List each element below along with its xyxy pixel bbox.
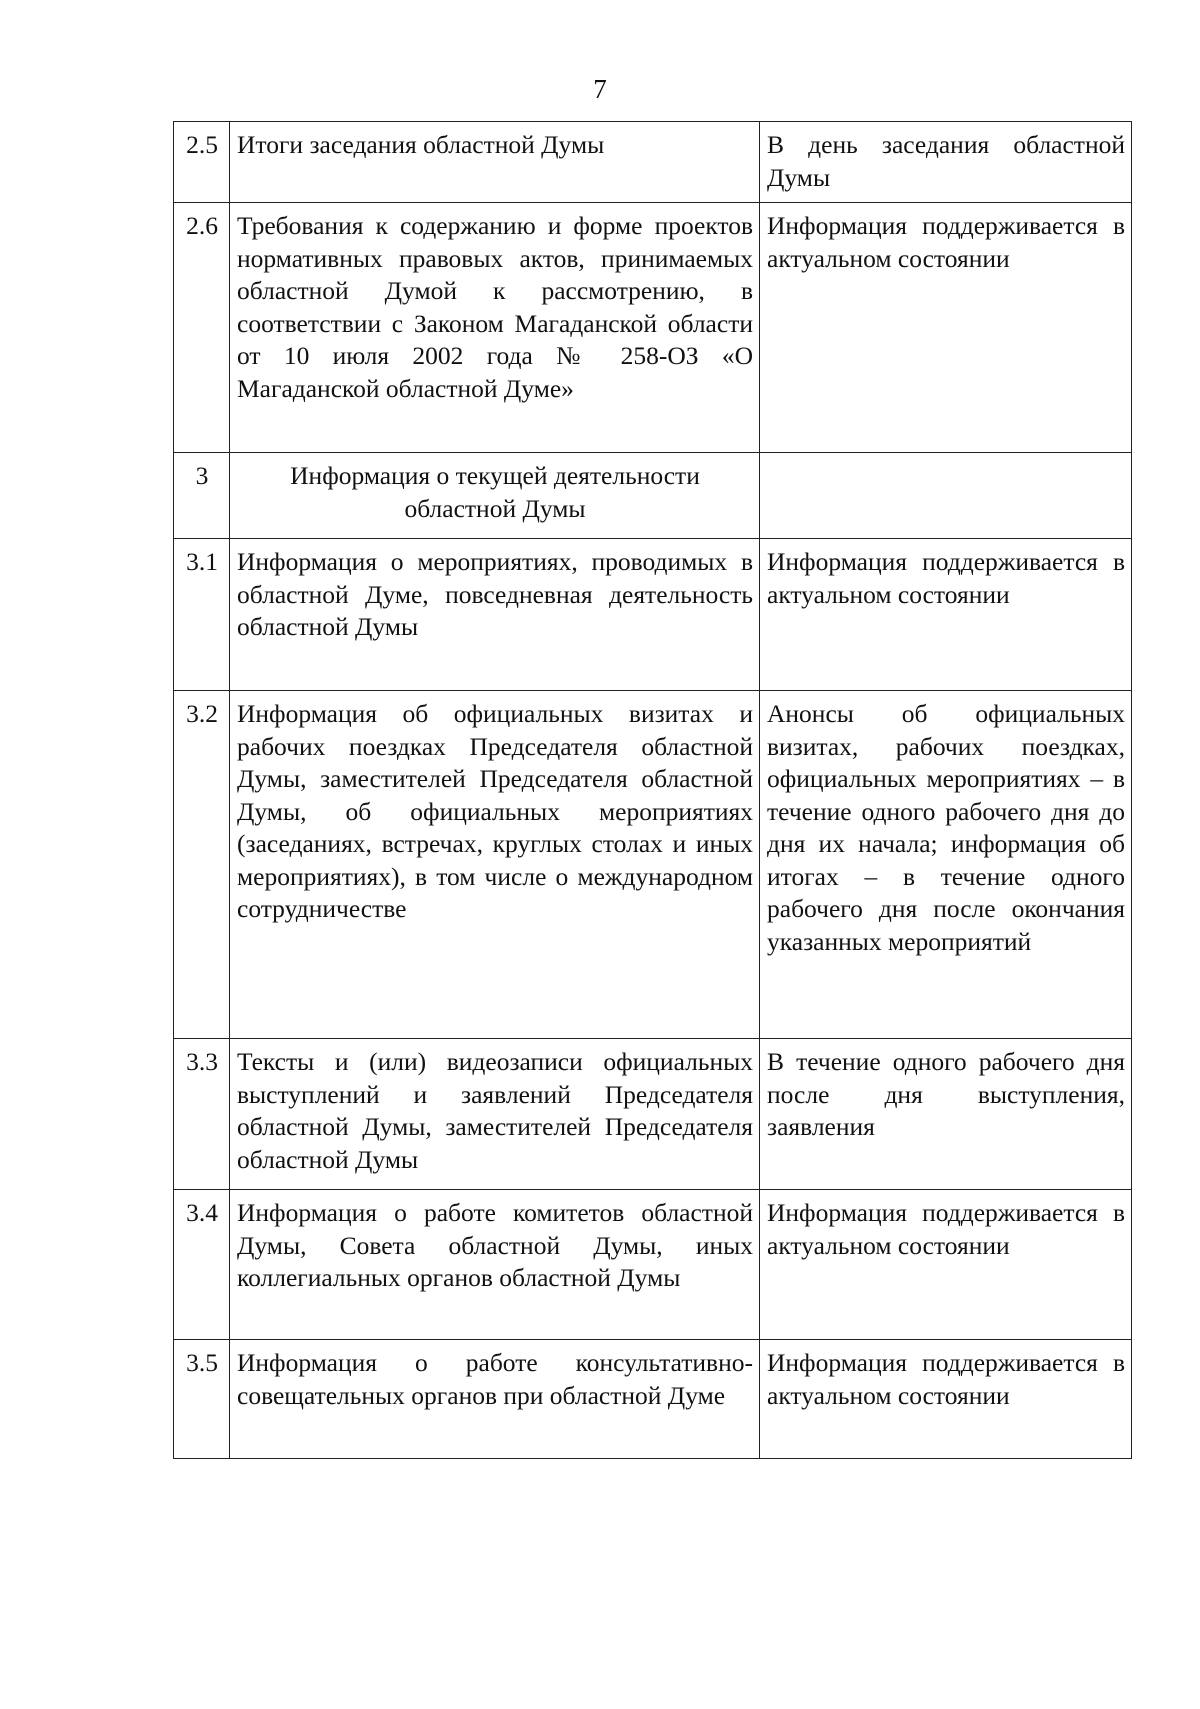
table-row xyxy=(174,1190,1132,1340)
row-description: Информация о работе консультативно-совещательных органов при областной Думе xyxy=(230,1340,760,1459)
row-number: 3 xyxy=(174,453,230,539)
row-description: Информация о работе комитетов областной Думы, Совета областной Думы, иных коллегиальных органов областной Думы xyxy=(230,1190,760,1340)
row-term: В течение одного рабочего дня после дня выступления, заявления xyxy=(760,1039,1132,1190)
row-description: Информация о мероприятиях, проводимых в областной Думе, повседневная деятельность областной Думы xyxy=(230,539,760,691)
row-description: Итоги заседания областной Думы xyxy=(230,122,760,203)
row-description: Информация о текущей деятельности областной Думы xyxy=(230,453,760,539)
page-number: 7 xyxy=(593,74,607,104)
row-number: 2.6 xyxy=(174,203,230,453)
table-row xyxy=(174,122,1132,203)
row-description: Требования к содержанию и форме проектов нормативных правовых актов, принимаемых областной Думой к рассмотрению, в соответствии с Законом Магаданской области от 10 июля 2002 года № 258-ОЗ «О Магаданской областной Думе» xyxy=(230,203,760,453)
row-term: Информация поддерживается в актуальном состоянии xyxy=(760,203,1132,453)
row-number: 3.3 xyxy=(174,1039,230,1190)
row-term: Информация поддерживается в актуальном состоянии xyxy=(760,1190,1132,1340)
table-row xyxy=(174,1340,1132,1459)
table-row xyxy=(174,691,1132,1039)
row-number: 3.5 xyxy=(174,1340,230,1459)
row-term: В день заседания областной Думы xyxy=(760,122,1132,203)
table-row xyxy=(174,1039,1132,1190)
table-row xyxy=(174,539,1132,691)
row-term: Информация поддерживается в актуальном состоянии xyxy=(760,539,1132,691)
row-term xyxy=(760,453,1132,539)
row-number: 3.2 xyxy=(174,691,230,1039)
row-description: Информация об официальных визитах и рабочих поездках Председателя областной Думы, заместителей Председателя областной Думы, об официальных мероприятиях (заседаниях, встречах, круглых столах и иных мероприятиях), в том числе о международном сотрудничестве xyxy=(230,691,760,1039)
row-term: Анонсы об официальных визитах, рабочих поездках, официальных мероприятиях – в течение одного рабочего дня до дня их начала; информация об итогах – в течение одного рабочего дня после окончания указанных мероприятий xyxy=(760,691,1132,1039)
information-table xyxy=(173,121,1132,1459)
row-number: 3.1 xyxy=(174,539,230,691)
row-term: Информация поддерживается в актуальном состоянии xyxy=(760,1340,1132,1459)
row-description: Тексты и (или) видеозаписи официальных выступлений и заявлений Председателя областной Думы, заместителей Председателя областной Думы xyxy=(230,1039,760,1190)
row-number: 2.5 xyxy=(174,122,230,203)
row-number: 3.4 xyxy=(174,1190,230,1340)
table-row xyxy=(174,453,1132,539)
table-row xyxy=(174,203,1132,453)
